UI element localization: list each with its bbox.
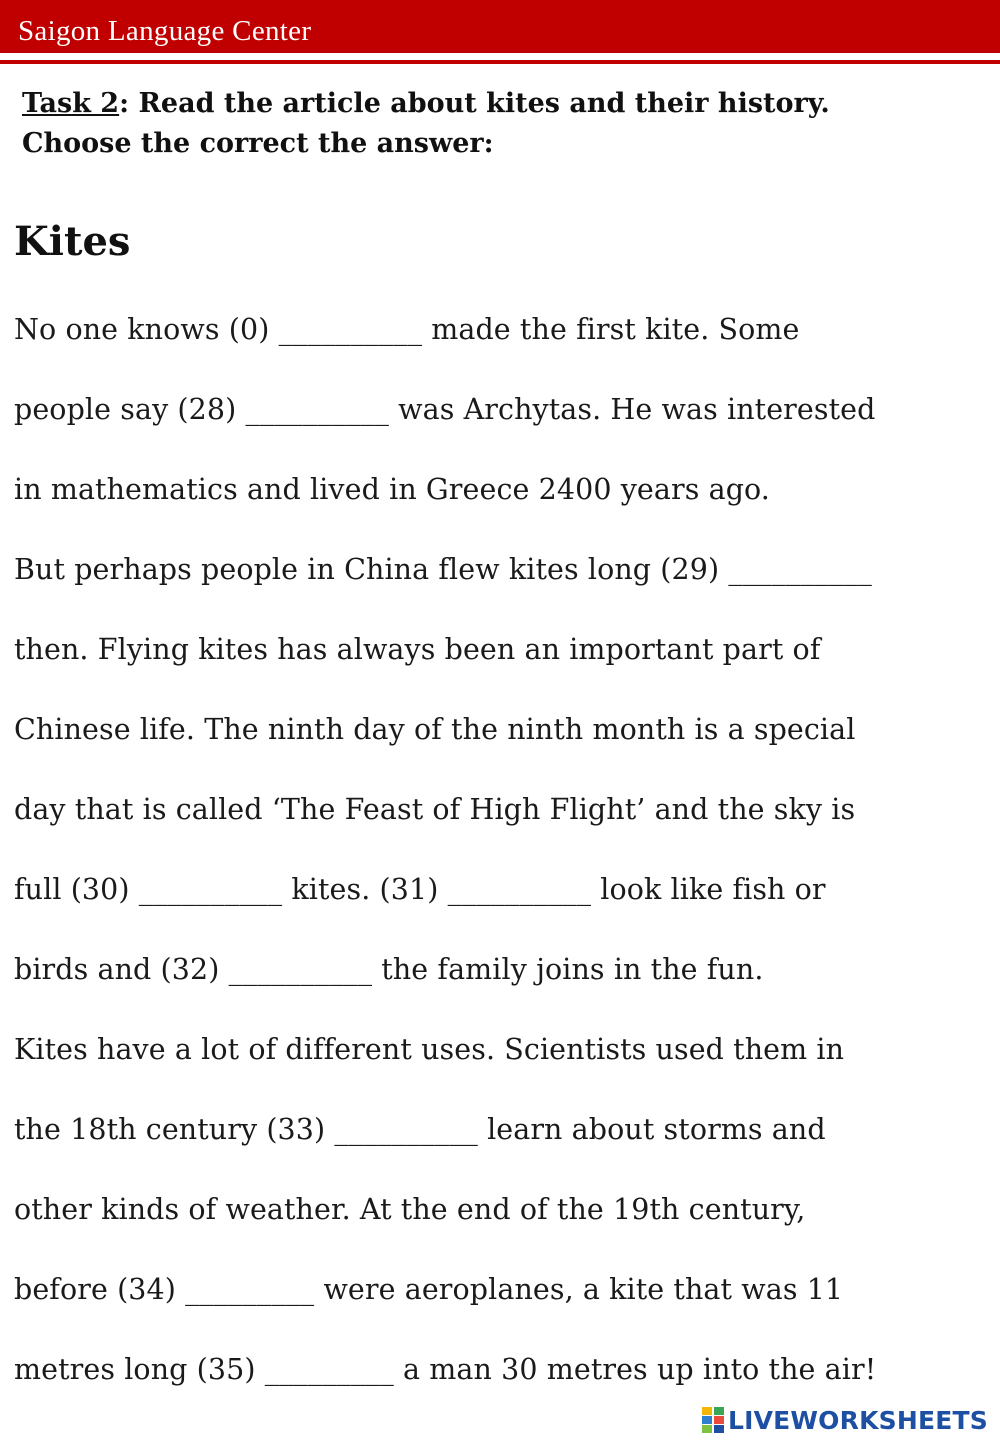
article-line: Kites have a lot of different uses. Scientists used them in [14, 1033, 845, 1066]
article-line: No one knows (0) __________ made the first kite. Some [14, 313, 800, 346]
task-line-2: Choose the correct the answer: [22, 128, 494, 159]
article-title: Kites [14, 218, 131, 265]
article-line: day that is called ‘The Feast of High Flight’ and the sky is [14, 793, 856, 826]
article-line: people say (28) __________ was Archytas. He was interested [14, 393, 876, 426]
article-line: before (34) _________ were aeroplanes, a kite that was 11 [14, 1273, 844, 1306]
task-instructions [22, 84, 992, 164]
article-line: metres long (35) _________ a man 30 metres up into the air! [14, 1353, 877, 1386]
article-line: then. Flying kites has always been an important part of [14, 633, 821, 666]
article-line: the 18th century (33) __________ learn about storms and [14, 1113, 826, 1146]
article-line: birds and (32) __________ the family joins in the fun. [14, 953, 764, 986]
article-line: full (30) __________ kites. (31) __________ look like fish or [14, 873, 826, 906]
article-line: Chinese life. The ninth day of the ninth month is a special [14, 713, 856, 746]
liveworksheets-logo-text: LIVEWORKSHEETS [727, 1405, 988, 1435]
article-line: in mathematics and lived in Greece 2400 years ago. [14, 473, 770, 506]
task-label: Task 2 [22, 88, 120, 119]
header-title: Saigon Language Center [18, 15, 312, 47]
article-line: other kinds of weather. At the end of the 19th century, [14, 1193, 806, 1226]
header-divider [0, 60, 1000, 64]
liveworksheets-logo-icon [702, 1407, 724, 1433]
task-instruction-text: : Read the article about kites and their history. [119, 88, 830, 119]
task-line-1 [22, 84, 992, 124]
article-line: But perhaps people in China flew kites long (29) __________ [14, 553, 872, 586]
liveworksheets-logo[interactable] [702, 1403, 988, 1437]
